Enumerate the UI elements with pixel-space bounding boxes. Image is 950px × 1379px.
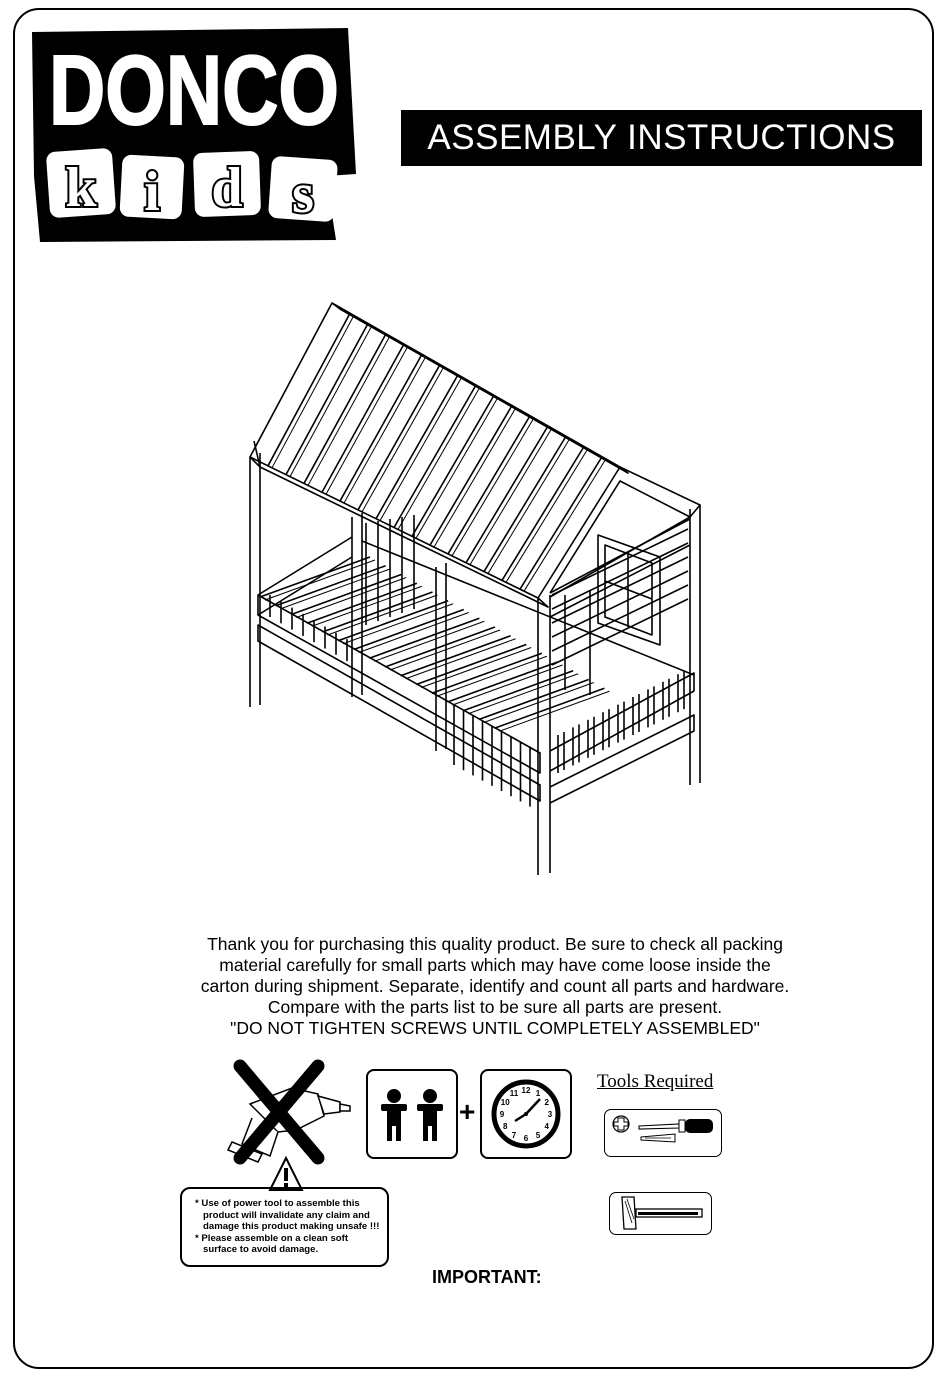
clock-number: 2 xyxy=(544,1098,550,1107)
logo-letter-i: i xyxy=(144,161,160,223)
clock-number: 8 xyxy=(502,1122,508,1131)
intro-line: "DO NOT TIGHTEN SCREWS UNTIL COMPLETELY ASSEMBLED" xyxy=(230,1018,760,1038)
clock-number: 7 xyxy=(511,1130,517,1140)
clock-number: 9 xyxy=(499,1110,505,1119)
roof xyxy=(250,303,700,607)
assembly-instructions-title: ASSEMBLY INSTRUCTIONS xyxy=(401,110,922,166)
clock-number: 10 xyxy=(500,1098,510,1107)
intro-line: carton during shipment. Separate, identify and count all parts and hardware. xyxy=(200,976,790,996)
clock-number: 11 xyxy=(509,1089,519,1099)
intro-line: material carefully for small parts which may have come loose inside the xyxy=(219,955,771,975)
warning-line: surface to avoid damage. xyxy=(203,1244,319,1255)
clock-number: 1 xyxy=(535,1089,541,1099)
warning-line: product will invalidate any claim and xyxy=(203,1209,370,1221)
important-heading: IMPORTANT: xyxy=(432,1267,542,1287)
plus-sign: + xyxy=(459,1096,476,1127)
logo-letter-s: s xyxy=(292,163,314,225)
phillips-screwdriver-icon xyxy=(604,1109,722,1157)
window-wall xyxy=(550,481,690,695)
clock-number: 12 xyxy=(521,1086,531,1095)
two-person-icon xyxy=(366,1069,458,1159)
no-power-drill-icon xyxy=(222,1058,362,1166)
tools-required-label: Tools Required xyxy=(597,1071,714,1092)
clock-number: 3 xyxy=(547,1110,553,1119)
clock-number: 6 xyxy=(523,1134,529,1143)
warning-line: damage this product making unsafe !!! xyxy=(203,1221,380,1232)
house-bed-illustration xyxy=(240,295,710,885)
warning-line: * Please assemble on a clean soft xyxy=(195,1232,349,1244)
power-tool-warning xyxy=(180,1187,389,1267)
intro-line: Thank you for purchasing this quality product. Be sure to check all packing xyxy=(207,934,783,954)
logo-donco-text: DONCO xyxy=(49,35,339,145)
hammer-icon xyxy=(609,1192,712,1235)
intro-paragraph xyxy=(150,934,840,1039)
clock-icon xyxy=(480,1069,572,1159)
donco-kids-logo xyxy=(26,26,362,246)
logo-letter-d: d xyxy=(211,157,243,219)
warning-line: * Use of power tool to assemble this xyxy=(195,1198,360,1209)
intro-line: Compare with the parts list to be sure all parts are present. xyxy=(267,997,723,1017)
logo-letter-k: k xyxy=(65,157,97,219)
clock-number: 4 xyxy=(544,1122,550,1131)
clock-number: 5 xyxy=(535,1130,541,1140)
